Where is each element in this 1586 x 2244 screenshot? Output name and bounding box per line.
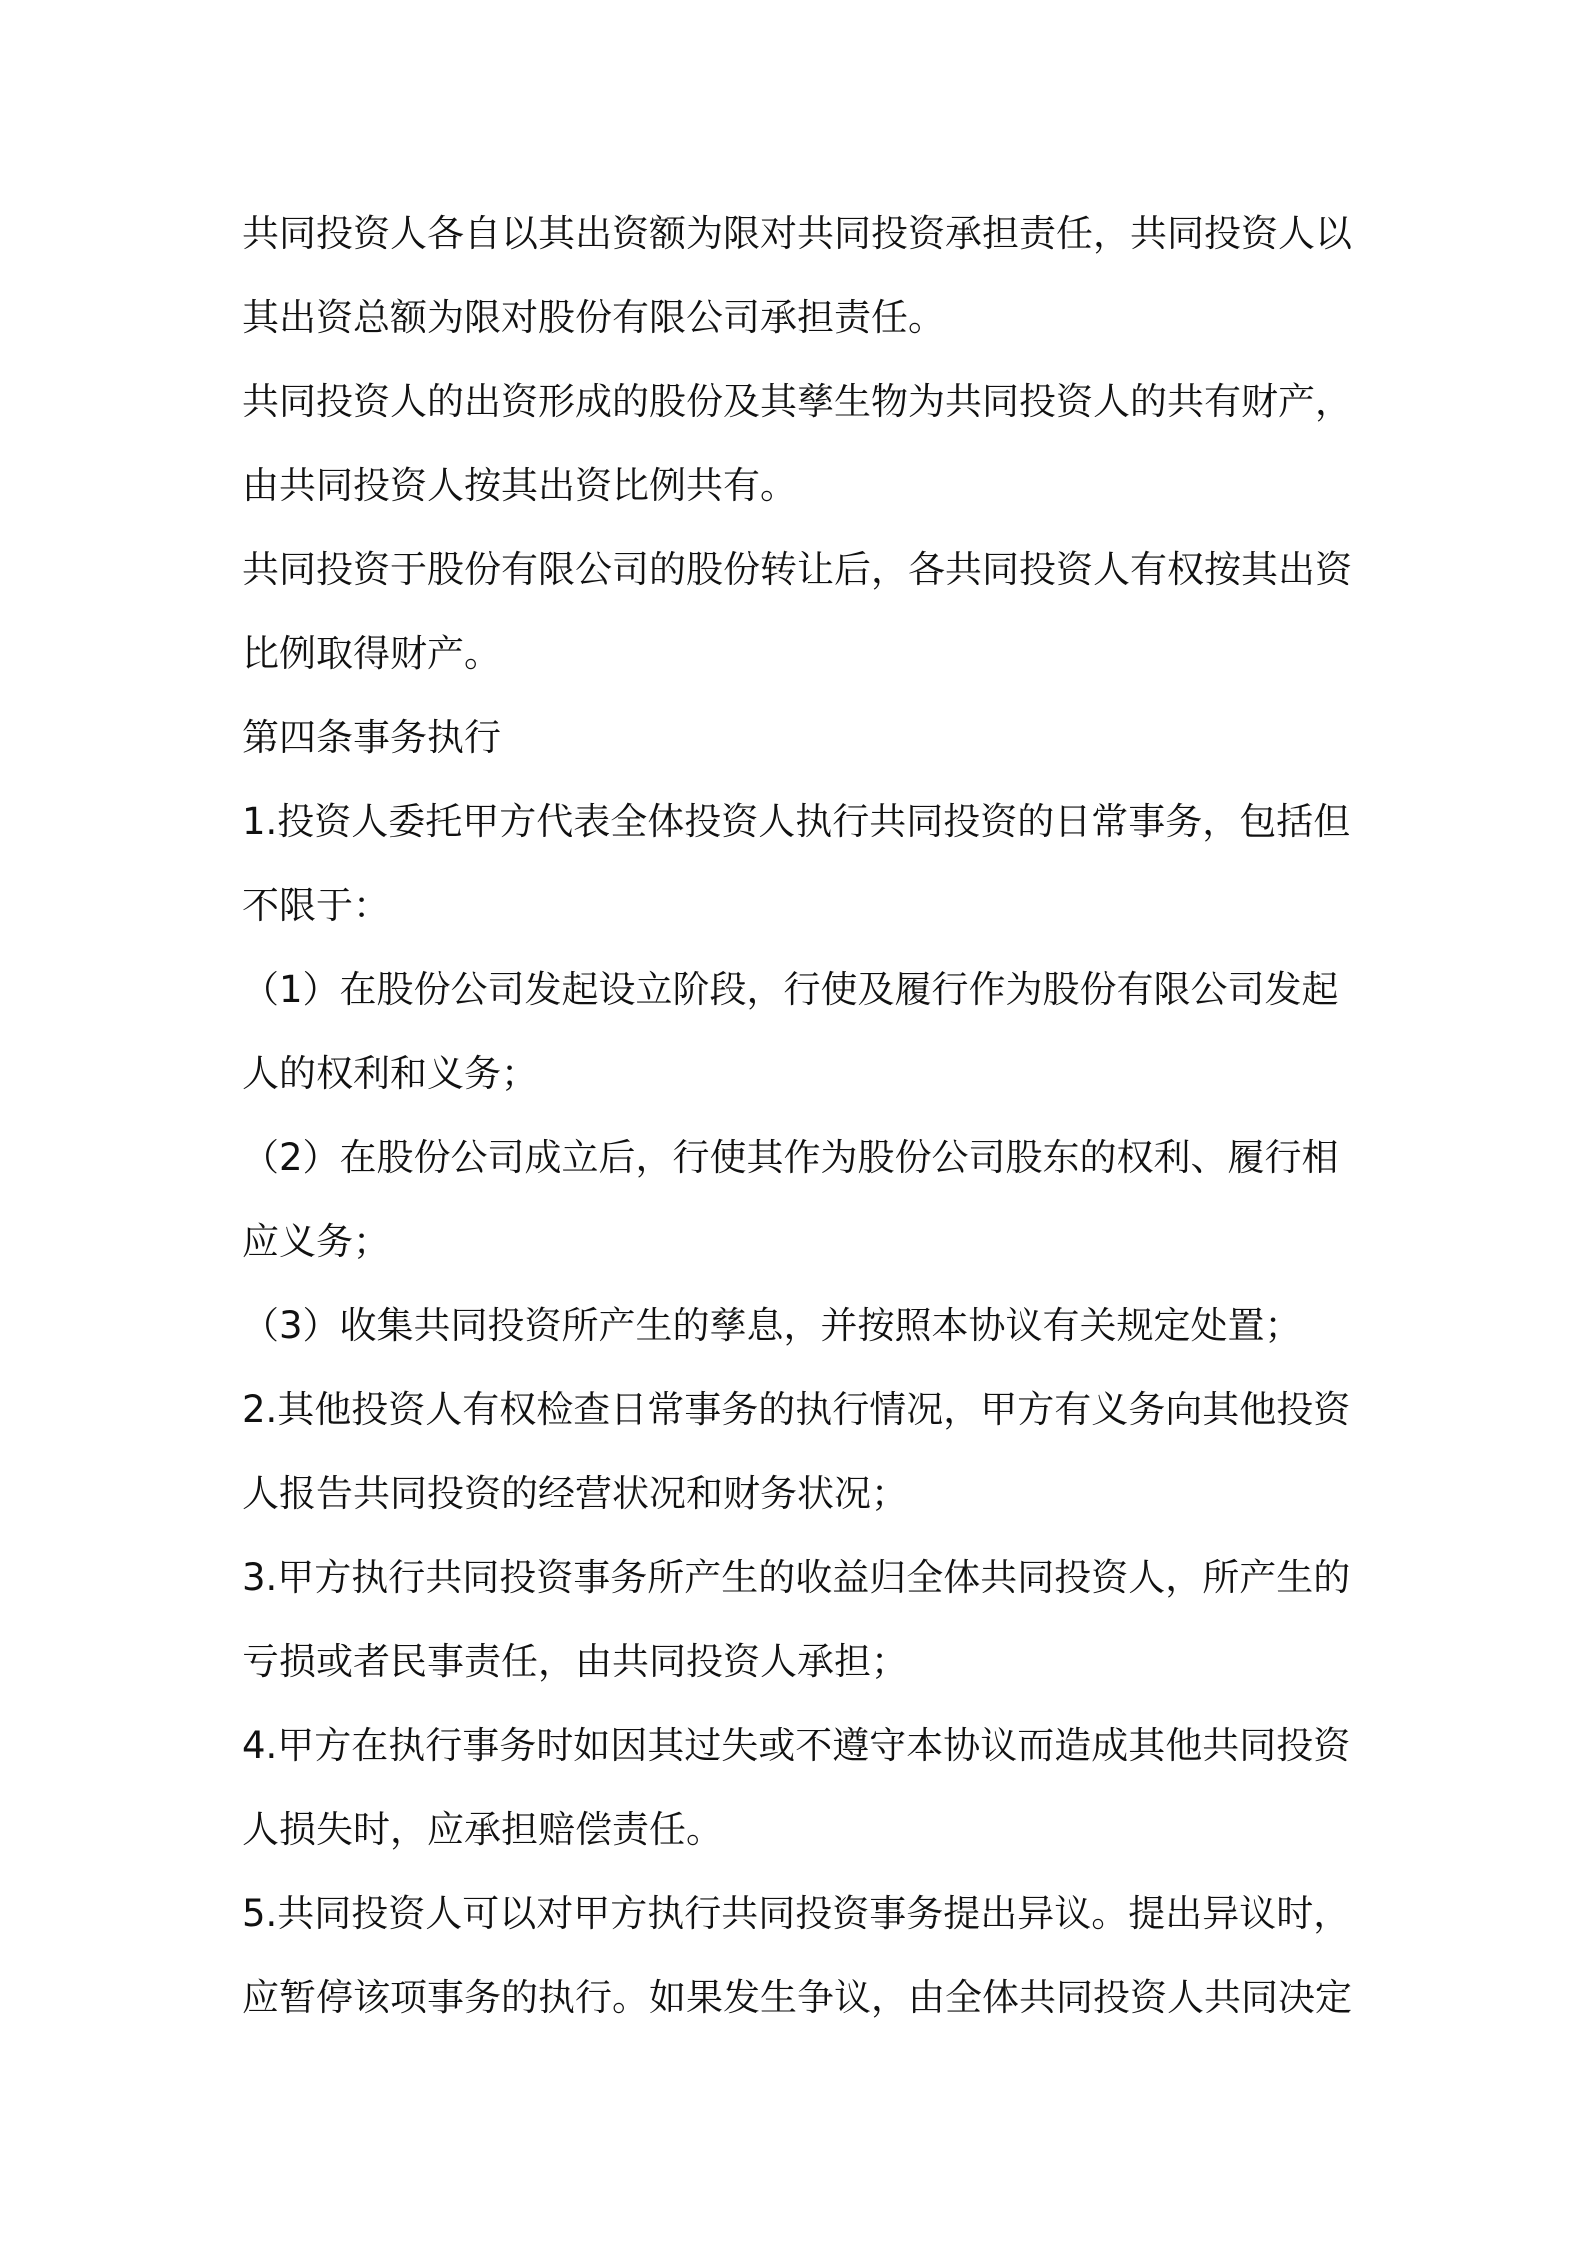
clause-2: 2.其他投资人有权检查日常事务的执行情况，甲方有义务向其他投资人报告共同投资的经营状况和财务状况；: [242, 1388, 1351, 1515]
clause-1-item-3: （3）收集共同投资所产生的孳息，并按照本协议有关规定处置；: [242, 1304, 1302, 1347]
paragraph-share-transfer: 共同投资于股份有限公司的股份转让后，各共同投资人有权按其出资比例取得财产。: [242, 548, 1352, 675]
clause-5: 5.共同投资人可以对甲方执行共同投资事务提出异议。提出异议时，应暂停该项事务的执行。如果发生争议，由全体共同投资人共同决定: [242, 1892, 1352, 2019]
clause-1-item-2: （2）在股份公司成立后，行使其作为股份公司股东的权利、履行相应义务；: [242, 1136, 1339, 1263]
paragraph-liability: 共同投资人各自以其出资额为限对共同投资承担责任，共同投资人以其出资总额为限对股份有限公司承担责任。: [242, 212, 1352, 339]
paragraph-shared-property: 共同投资人的出资形成的股份及其孳生物为共同投资人的共有财产，由共同投资人按其出资比例共有。: [242, 380, 1352, 507]
clause-4: 4.甲方在执行事务时如因其过失或不遵守本协议而造成其他共同投资人损失时，应承担赔偿责任。: [242, 1724, 1351, 1851]
clause-1-item-1: （1）在股份公司发起设立阶段，行使及履行作为股份有限公司发起人的权利和义务；: [242, 968, 1339, 1095]
clause-3: 3.甲方执行共同投资事务所产生的收益归全体共同投资人，所产生的亏损或者民事责任，由共同投资人承担；: [242, 1556, 1351, 1683]
section-heading-article-4: 第四条事务执行: [242, 716, 501, 759]
clause-1: 1.投资人委托甲方代表全体投资人执行共同投资的日常事务，包括但不限于：: [242, 800, 1351, 927]
document-body: [242, 192, 1362, 2040]
